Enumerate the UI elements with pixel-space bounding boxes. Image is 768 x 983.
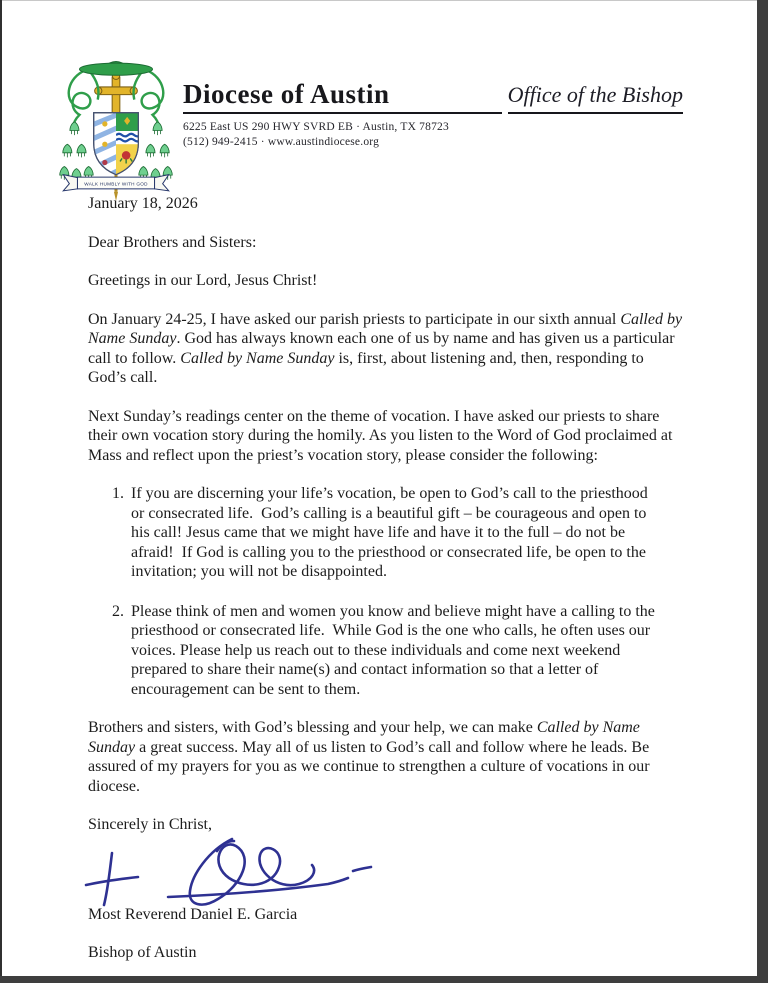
crest-galero	[80, 62, 153, 76]
signoff: Sincerely in Christ,	[88, 816, 212, 833]
greeting: Greetings in our Lord, Jesus Christ!	[88, 272, 318, 289]
bishop-signature-image	[76, 833, 378, 921]
closing-paragraph: Brothers and sisters, with God’s blessing and your help, we can make Called by Name Sunday a great success. May all of us listen to God’s call and follow where he leads. Be assured of my prayers for you as we continue to strengthen a culture of vocations in our diocese.	[88, 719, 654, 795]
crest-motto-text: WALK HUMBLY WITH GOD	[84, 181, 148, 187]
crest-motto-banner	[63, 175, 168, 191]
signer-name: Most Reverend Daniel E. Garcia	[88, 905, 298, 923]
letter-date: January 18, 2026	[88, 195, 198, 212]
office-name: Office of the Bishop	[508, 82, 683, 113]
scan-edge-bottom	[0, 976, 768, 983]
list-item-2: 2. Please think of men and women you know and believe might have a calling to the priesthood or consecrated life. While God is the one who calls, he often uses our voices. Please help us reach out to these individuals and come next weekend prepared to share their name(s) and contact information so that a letter of encouragement can be sent to them.	[128, 602, 658, 700]
address-line-1: 6225 East US 290 HWY SVRD EB · Austin, TX 78723	[183, 120, 449, 133]
letterhead-title-row	[183, 80, 683, 114]
address-line-2: (512) 949-2415 · www.austindiocese.org	[183, 135, 380, 148]
paragraph-1: On January 24-25, I have asked our parish priests to participate in our sixth annual Called by Name Sunday. God has always known each one of us by name and has given us a particular call to follow. Called by Name Sunday is, first, about listening and, then, responding to God’s call.	[88, 310, 687, 386]
scan-edge-top	[0, 0, 768, 1]
consideration-list	[88, 484, 658, 699]
letterhead-address	[183, 120, 683, 150]
salutation: Dear Brothers and Sisters:	[88, 233, 257, 251]
signer-title: Bishop of Austin	[88, 944, 197, 961]
letter-body	[88, 194, 687, 982]
list-item-1: 1. If you are discerning your life’s vocation, be open to God’s call to the priesthood or consecrated life. God’s calling is a beautiful gift – be courageous and open to his call! Jesus came that we might have life and have it to the full – do not be afraid! If God is calling you to the priesthood or consecrated life, be open to the invitation; you will not be disappointed.	[128, 484, 658, 582]
letterhead	[183, 80, 683, 150]
org-name: Diocese of Austin	[183, 80, 502, 114]
crest-shield	[90, 113, 141, 181]
scan-edge-left	[0, 0, 2, 983]
paragraph-2: Next Sunday’s readings center on the theme of vocation. I have asked our priests to share their own vocation story during the homily. As you listen to the Word of God proclaimed at Mass and reflect upon the priest’s vocation story, please consider the following:	[88, 407, 677, 464]
signature-block	[88, 835, 684, 905]
diocese-coat-of-arms	[58, 55, 174, 202]
scan-edge-right	[757, 0, 768, 983]
